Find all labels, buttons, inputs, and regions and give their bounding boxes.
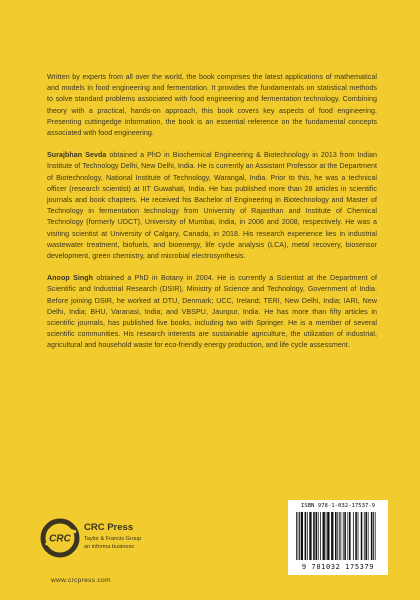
barcode-bar [296, 512, 297, 560]
barcode-bar [368, 512, 369, 560]
barcode-bar [343, 512, 344, 560]
author-bio-text-sevda: obtained a PhD in Biochemical Engineering & Biotechnology in 2013 from Indian Institute of Technology Delhi, New Delhi, India. He is currently an Assistant Professor at the Department of Biotechnology, National Institute of Technology, Warangal, India. Prior to this, he was a technical officer (research scientist) at IIT Guwahati, India. He has published more than 28 articles in scientific journals and book chapters. He received his Bachelor of Engineering in Biotechnology and Master of Technology in fermentation technology from University of Rajasthan and Institute of Chemical Technology (formerly UDCT), University of Mumbai, India, in 2006 and 2008, respectively. He was a visiting scientist at University of Calgary, Canada, in 2018. His research experience lies in industrial wastewater treatment, biofuels, and bioenergy, life cycle analysis (LCA), metal recovery, biosensor development, green chemistry, and microbial electrosynthesis. [47, 151, 378, 261]
barcode-bar [299, 512, 300, 560]
book-description: Written by experts from all over the world, the book comprises the latest applications of mathematical and models in food engineering and fermentation. It provides the fundamentals on statistical methods to solve standard problems associated with food engineering and fermentation technology. Combining theory with a practical, hands-on approach, this book covers key aspects of food engineering. Presenting cuttingedge information, the book is an essential reference on the fundamental concepts associated with food engineering. [47, 73, 377, 138]
barcode-bar [313, 512, 315, 560]
barcode-area [288, 500, 388, 575]
logo-text: CRC [49, 533, 71, 545]
barcode-bar [323, 512, 325, 560]
author-bio-singh [47, 273, 377, 351]
barcode-bar [320, 512, 321, 560]
barcode-bar [371, 512, 373, 560]
publisher-logo [40, 518, 160, 568]
barcode-bar [364, 512, 365, 560]
barcode-bar [349, 512, 351, 560]
publisher-name: CRC Press [84, 522, 134, 533]
barcode-bar [358, 512, 359, 560]
barcode-bar [331, 512, 333, 560]
barcode-bar [301, 512, 303, 560]
barcode-bar [327, 512, 329, 560]
crc-logo-icon [40, 518, 80, 558]
barcode-bar [339, 512, 340, 560]
barcode-bar [353, 512, 354, 560]
barcode-bar [361, 512, 363, 560]
barcode-bar [298, 512, 299, 560]
text-column [47, 72, 377, 363]
barcode-bar [365, 512, 367, 560]
author-name-sevda: Surajbhan Sevda [47, 151, 107, 160]
publisher-website: www.crcpress.com [51, 577, 111, 584]
barcode-bar [355, 512, 357, 560]
publisher-division: an informa business [84, 544, 135, 550]
barcode-bar [347, 512, 348, 560]
barcode-bar [340, 512, 341, 560]
barcode-graphic [294, 512, 382, 562]
author-bio-text-singh: obtained a PhD in Botany in 2004. He is currently a Scientist at the Department of Scientific and Industrial Research (DSIR), Ministry of Science and Technology, Government of India. Before joining DSIR, he worked at DTU, Denmark; UCC, Ireland; TERI, New Delhi, India; IARI, New Delhi, India; BHU, Varanasi, India; and VBSPU, Jaunpur, India. He has more than fifty articles in scientific journals, has published five books, including two with Springer. He is a member of several scientific communities. His research interests are sustainable agriculture, the utilization of industrial, agricultural and household waste for eco-friendly energy production, and life cycle assessment. [47, 274, 377, 350]
barcode-bar [335, 512, 337, 560]
author-name-singh: Anoop Singh [47, 274, 94, 283]
barcode-number: 9 781032 175379 [301, 563, 375, 571]
publisher-group: Taylor & Francis Group [84, 536, 142, 542]
barcode-bar [305, 512, 307, 560]
barcode-bar [309, 512, 311, 560]
barcode-bar [337, 512, 338, 560]
isbn-label: ISBN 978-1-032-17537-9 [300, 503, 376, 509]
barcode-bar [316, 512, 318, 560]
barcode-bar [326, 512, 327, 560]
barcode-bar [344, 512, 346, 560]
barcode-bar [375, 512, 376, 560]
barcode-bar [318, 512, 319, 560]
author-bio-sevda [47, 150, 377, 262]
barcode-bar [307, 512, 308, 560]
barcode-bar [373, 512, 374, 560]
